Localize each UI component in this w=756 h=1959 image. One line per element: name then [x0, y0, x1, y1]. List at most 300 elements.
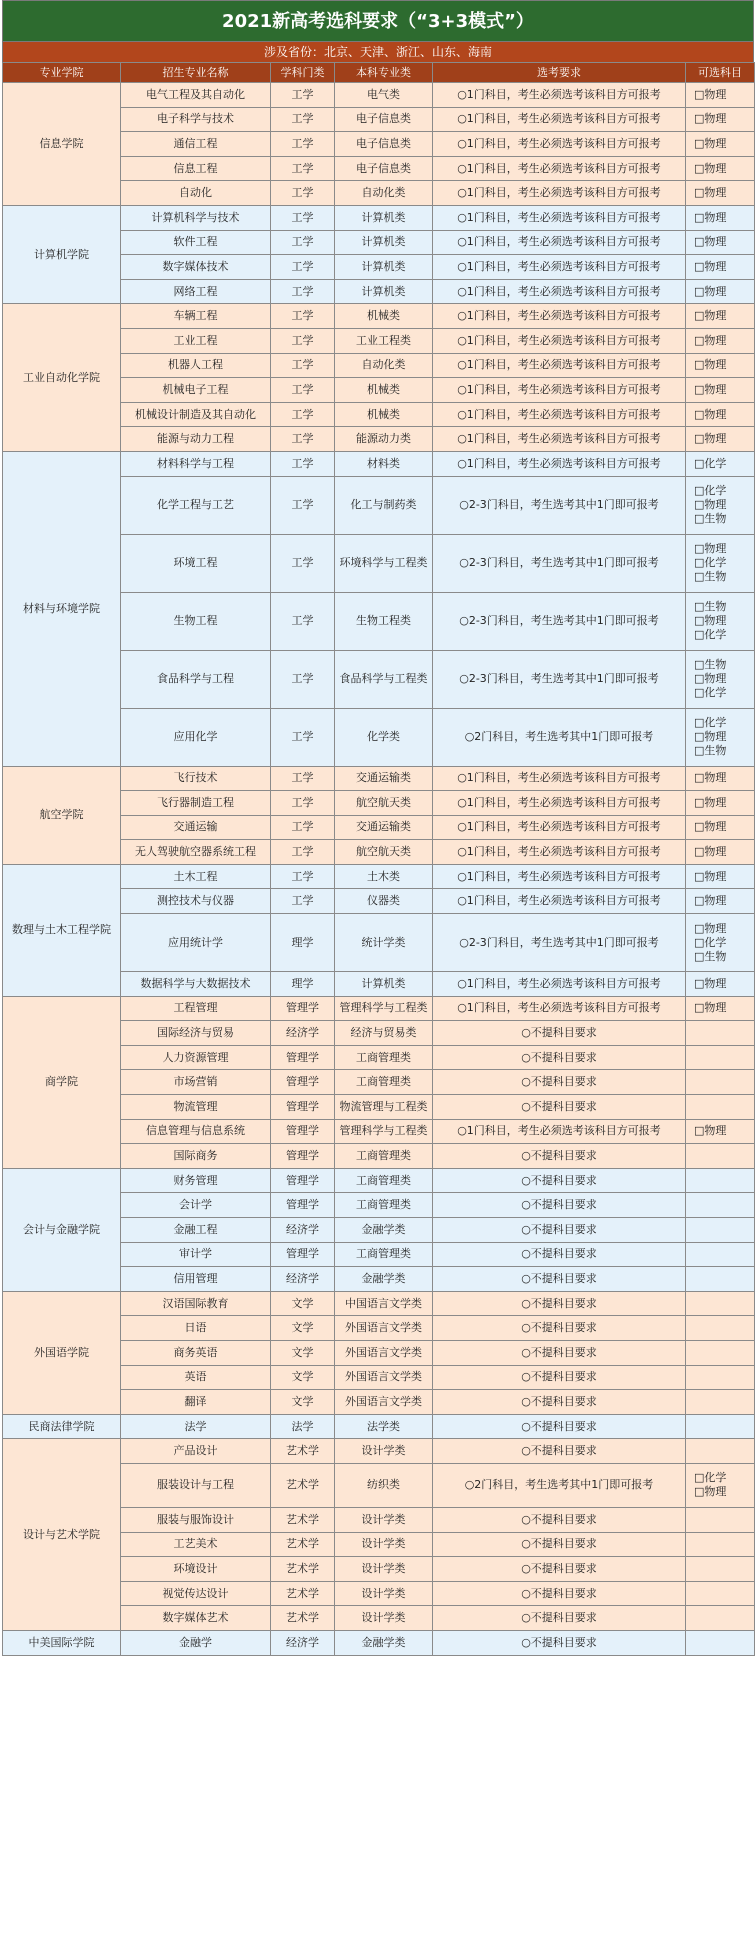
- header-subjects: 可选科目: [686, 63, 755, 83]
- table-row: [3, 766, 755, 791]
- subjects-cell: [686, 1390, 755, 1415]
- discipline-cell: 工学: [271, 156, 335, 181]
- subject-item: □物理: [694, 136, 727, 150]
- category-cell: 计算机类: [335, 255, 433, 280]
- category-cell: 化学类: [335, 708, 433, 766]
- category-cell: 交通运输类: [335, 766, 433, 791]
- discipline-cell: 工学: [271, 83, 335, 108]
- category-cell: 航空航天类: [335, 840, 433, 865]
- discipline-cell: 艺术学: [271, 1581, 335, 1606]
- requirement-cell: ○1门科目，考生必须选考该科目方可报考: [433, 255, 686, 280]
- subject-item: □物理: [694, 1485, 727, 1499]
- category-cell: 管理科学与工程类: [335, 1119, 433, 1144]
- requirement-cell: ○1门科目，考生必须选考该科目方可报考: [433, 840, 686, 865]
- major-cell: 物流管理: [121, 1095, 271, 1120]
- subject-item: □物理: [694, 498, 727, 511]
- requirement-cell: ○不提科目要求: [433, 1267, 686, 1292]
- category-cell: 电气类: [335, 83, 433, 108]
- discipline-cell: 工学: [271, 328, 335, 353]
- subjects-cell: [686, 476, 755, 534]
- requirement-cell: ○不提科目要求: [433, 1414, 686, 1439]
- discipline-cell: 管理学: [271, 1119, 335, 1144]
- major-cell: 电气工程及其自动化: [121, 83, 271, 108]
- major-cell: 金融工程: [121, 1218, 271, 1243]
- discipline-cell: 管理学: [271, 1193, 335, 1218]
- discipline-cell: 文学: [271, 1340, 335, 1365]
- subjects-cell: [686, 107, 755, 132]
- discipline-cell: 管理学: [271, 1095, 335, 1120]
- major-cell: 飞行技术: [121, 766, 271, 791]
- subjects-cell: [686, 1218, 755, 1243]
- requirement-cell: ○不提科目要求: [433, 1144, 686, 1169]
- discipline-cell: 艺术学: [271, 1507, 335, 1532]
- subject-item: □物理: [694, 771, 727, 785]
- subjects-cell: [686, 132, 755, 157]
- major-cell: 测控技术与仪器: [121, 889, 271, 914]
- subject-item: □生物: [694, 949, 727, 963]
- subject-item: □物理: [694, 614, 727, 627]
- subject-item: □化学: [694, 484, 727, 497]
- requirement-cell: ○1门科目，考生必须选考该科目方可报考: [433, 353, 686, 378]
- category-cell: 食品科学与工程类: [335, 650, 433, 708]
- major-cell: 产品设计: [121, 1439, 271, 1464]
- subjects-cell: [686, 914, 755, 972]
- subjects-cell: [686, 1340, 755, 1365]
- category-cell: 经济与贸易类: [335, 1021, 433, 1046]
- major-cell: 环境设计: [121, 1557, 271, 1582]
- discipline-cell: 工学: [271, 534, 335, 592]
- subjects-cell: [686, 1168, 755, 1193]
- category-cell: 设计学类: [335, 1557, 433, 1582]
- requirement-cell: ○不提科目要求: [433, 1242, 686, 1267]
- table-row: [3, 996, 755, 1021]
- requirement-cell: ○2-3门科目，考生选考其中1门即可报考: [433, 914, 686, 972]
- discipline-cell: 工学: [271, 132, 335, 157]
- subjects-cell: [686, 255, 755, 280]
- table-row: [3, 1414, 755, 1439]
- subject-item: □物理: [694, 407, 727, 421]
- major-cell: 商务英语: [121, 1340, 271, 1365]
- major-cell: 电子科学与技术: [121, 107, 271, 132]
- requirement-cell: ○2门科目，考生选考其中1门即可报考: [433, 708, 686, 766]
- subject-item: □物理: [694, 87, 727, 101]
- major-cell: 材料科学与工程: [121, 451, 271, 476]
- discipline-cell: 工学: [271, 889, 335, 914]
- discipline-cell: 理学: [271, 972, 335, 997]
- requirement-cell: ○不提科目要求: [433, 1630, 686, 1655]
- major-cell: 市场营销: [121, 1070, 271, 1095]
- category-cell: 土木类: [335, 864, 433, 889]
- subjects-cell: [686, 1532, 755, 1557]
- category-cell: 环境科学与工程类: [335, 534, 433, 592]
- header-college: 专业学院: [3, 63, 121, 83]
- category-cell: 能源动力类: [335, 427, 433, 452]
- college-cell: 设计与艺术学院: [3, 1439, 121, 1631]
- subject-item: □物理: [694, 284, 727, 298]
- major-cell: 人力资源管理: [121, 1045, 271, 1070]
- subjects-cell: [686, 972, 755, 997]
- category-cell: 航空航天类: [335, 791, 433, 816]
- subjects-cell: [686, 708, 755, 766]
- major-cell: 汉语国际教育: [121, 1291, 271, 1316]
- category-cell: 工商管理类: [335, 1045, 433, 1070]
- subject-item: □化学: [694, 1471, 727, 1485]
- requirement-cell: ○1门科目，考生必须选考该科目方可报考: [433, 107, 686, 132]
- subjects-cell: [686, 230, 755, 255]
- category-cell: 金融学类: [335, 1630, 433, 1655]
- page-title: 2021新高考选科要求（“3+3模式”）: [2, 0, 754, 42]
- subjects-cell: [686, 205, 755, 230]
- category-cell: 电子信息类: [335, 156, 433, 181]
- subject-item: □物理: [694, 161, 727, 175]
- requirement-cell: ○不提科目要求: [433, 1606, 686, 1631]
- major-cell: 日语: [121, 1316, 271, 1341]
- college-cell: 会计与金融学院: [3, 1168, 121, 1291]
- subject-item: □物理: [694, 112, 727, 126]
- major-cell: 无人驾驶航空器系统工程: [121, 840, 271, 865]
- major-cell: 国际经济与贸易: [121, 1021, 271, 1046]
- discipline-cell: 文学: [271, 1316, 335, 1341]
- major-cell: 机械设计制造及其自动化: [121, 402, 271, 427]
- requirement-cell: ○不提科目要求: [433, 1365, 686, 1390]
- category-cell: 工商管理类: [335, 1168, 433, 1193]
- category-cell: 交通运输类: [335, 815, 433, 840]
- discipline-cell: 工学: [271, 451, 335, 476]
- table-header-row: [3, 63, 755, 83]
- discipline-cell: 工学: [271, 205, 335, 230]
- subjects-cell: [686, 840, 755, 865]
- header-major: 招生专业名称: [121, 63, 271, 83]
- subject-item: □化学: [694, 456, 727, 470]
- table-row: [3, 1168, 755, 1193]
- college-cell: 计算机学院: [3, 205, 121, 303]
- category-cell: 计算机类: [335, 279, 433, 304]
- discipline-cell: 工学: [271, 107, 335, 132]
- subject-item: □生物: [694, 512, 727, 525]
- discipline-cell: 文学: [271, 1291, 335, 1316]
- discipline-cell: 管理学: [271, 996, 335, 1021]
- requirement-cell: ○1门科目，考生必须选考该科目方可报考: [433, 304, 686, 329]
- category-cell: 设计学类: [335, 1439, 433, 1464]
- major-cell: 软件工程: [121, 230, 271, 255]
- subjects-cell: [686, 1630, 755, 1655]
- category-cell: 电子信息类: [335, 107, 433, 132]
- subject-item: □生物: [694, 570, 727, 583]
- subject-item: □物理: [694, 976, 727, 990]
- subject-item: □物理: [694, 672, 727, 685]
- discipline-cell: 工学: [271, 402, 335, 427]
- major-cell: 信息工程: [121, 156, 271, 181]
- requirement-cell: ○1门科目，考生必须选考该科目方可报考: [433, 402, 686, 427]
- category-cell: 材料类: [335, 451, 433, 476]
- major-cell: 应用化学: [121, 708, 271, 766]
- subject-item: □生物: [694, 744, 727, 757]
- category-cell: 电子信息类: [335, 132, 433, 157]
- requirement-cell: ○2-3门科目，考生选考其中1门即可报考: [433, 650, 686, 708]
- category-cell: 中国语言文学类: [335, 1291, 433, 1316]
- requirement-cell: ○不提科目要求: [433, 1439, 686, 1464]
- requirement-cell: ○不提科目要求: [433, 1291, 686, 1316]
- subject-item: □物理: [694, 820, 727, 834]
- major-cell: 自动化: [121, 181, 271, 206]
- requirement-cell: ○1门科目，考生必须选考该科目方可报考: [433, 156, 686, 181]
- provinces-banner: 涉及省份：北京、天津、浙江、山东、海南: [2, 42, 754, 62]
- major-cell: 信用管理: [121, 1267, 271, 1292]
- category-cell: 工商管理类: [335, 1193, 433, 1218]
- category-cell: 设计学类: [335, 1606, 433, 1631]
- category-cell: 外国语言文学类: [335, 1340, 433, 1365]
- requirement-cell: ○不提科目要求: [433, 1581, 686, 1606]
- category-cell: 自动化类: [335, 181, 433, 206]
- major-cell: 土木工程: [121, 864, 271, 889]
- major-cell: 视觉传达设计: [121, 1581, 271, 1606]
- discipline-cell: 经济学: [271, 1021, 335, 1046]
- subject-item: □物理: [694, 186, 727, 200]
- category-cell: 工业工程类: [335, 328, 433, 353]
- subject-item: □物理: [694, 869, 727, 883]
- subjects-cell: [686, 1581, 755, 1606]
- requirement-cell: ○2-3门科目，考生选考其中1门即可报考: [433, 592, 686, 650]
- subjects-cell: [686, 304, 755, 329]
- college-cell: 航空学院: [3, 766, 121, 864]
- college-cell: 民商法律学院: [3, 1414, 121, 1439]
- subject-item: □物理: [694, 894, 727, 908]
- requirement-cell: ○1门科目，考生必须选考该科目方可报考: [433, 972, 686, 997]
- subject-item: □物理: [694, 542, 727, 555]
- discipline-cell: 工学: [271, 766, 335, 791]
- category-cell: 设计学类: [335, 1581, 433, 1606]
- requirement-cell: ○1门科目，考生必须选考该科目方可报考: [433, 328, 686, 353]
- subjects-cell: [686, 815, 755, 840]
- major-cell: 化学工程与工艺: [121, 476, 271, 534]
- discipline-cell: 法学: [271, 1414, 335, 1439]
- category-cell: 外国语言文学类: [335, 1390, 433, 1415]
- category-cell: 金融学类: [335, 1267, 433, 1292]
- major-cell: 财务管理: [121, 1168, 271, 1193]
- subjects-cell: [686, 1193, 755, 1218]
- discipline-cell: 艺术学: [271, 1557, 335, 1582]
- requirement-cell: ○不提科目要求: [433, 1070, 686, 1095]
- subjects-cell: [686, 451, 755, 476]
- major-cell: 国际商务: [121, 1144, 271, 1169]
- college-cell: 材料与环境学院: [3, 451, 121, 766]
- category-cell: 管理科学与工程类: [335, 996, 433, 1021]
- discipline-cell: 经济学: [271, 1630, 335, 1655]
- subjects-cell: [686, 592, 755, 650]
- category-cell: 金融学类: [335, 1218, 433, 1243]
- college-cell: 工业自动化学院: [3, 304, 121, 452]
- discipline-cell: 工学: [271, 791, 335, 816]
- discipline-cell: 工学: [271, 815, 335, 840]
- discipline-cell: 经济学: [271, 1218, 335, 1243]
- discipline-cell: 工学: [271, 181, 335, 206]
- subjects-cell: [686, 1507, 755, 1532]
- major-cell: 数据科学与大数据技术: [121, 972, 271, 997]
- discipline-cell: 工学: [271, 476, 335, 534]
- discipline-cell: 工学: [271, 279, 335, 304]
- subjects-cell: [686, 402, 755, 427]
- discipline-cell: 管理学: [271, 1045, 335, 1070]
- discipline-cell: 管理学: [271, 1168, 335, 1193]
- subjects-cell: [686, 427, 755, 452]
- subject-item: □化学: [694, 628, 727, 641]
- discipline-cell: 艺术学: [271, 1606, 335, 1631]
- table-row: [3, 83, 755, 108]
- major-cell: 金融学: [121, 1630, 271, 1655]
- subjects-cell: [686, 328, 755, 353]
- requirement-cell: ○1门科目，考生必须选考该科目方可报考: [433, 427, 686, 452]
- major-cell: 工艺美术: [121, 1532, 271, 1557]
- requirements-table: [2, 62, 755, 1656]
- requirement-cell: ○不提科目要求: [433, 1095, 686, 1120]
- category-cell: 计算机类: [335, 230, 433, 255]
- major-cell: 交通运输: [121, 815, 271, 840]
- discipline-cell: 工学: [271, 427, 335, 452]
- requirement-cell: ○1门科目，考生必须选考该科目方可报考: [433, 451, 686, 476]
- college-cell: 商学院: [3, 996, 121, 1168]
- discipline-cell: 艺术学: [271, 1463, 335, 1507]
- table-row: [3, 864, 755, 889]
- subject-item: □物理: [694, 730, 727, 743]
- requirement-cell: ○2-3门科目，考生选考其中1门即可报考: [433, 476, 686, 534]
- category-cell: 外国语言文学类: [335, 1316, 433, 1341]
- subject-item: □物理: [694, 333, 727, 347]
- table-row: [3, 1291, 755, 1316]
- requirement-cell: ○不提科目要求: [433, 1316, 686, 1341]
- requirement-cell: ○不提科目要求: [433, 1045, 686, 1070]
- discipline-cell: 管理学: [271, 1144, 335, 1169]
- discipline-cell: 工学: [271, 353, 335, 378]
- major-cell: 审计学: [121, 1242, 271, 1267]
- discipline-cell: 艺术学: [271, 1439, 335, 1464]
- category-cell: 工商管理类: [335, 1070, 433, 1095]
- requirement-cell: ○1门科目，考生必须选考该科目方可报考: [433, 1119, 686, 1144]
- subject-item: □物理: [694, 309, 727, 323]
- requirement-cell: ○不提科目要求: [433, 1218, 686, 1243]
- subject-item: □物理: [694, 921, 727, 935]
- subject-item: □物理: [694, 382, 727, 396]
- subjects-cell: [686, 534, 755, 592]
- header-requirement: 选考要求: [433, 63, 686, 83]
- discipline-cell: 文学: [271, 1390, 335, 1415]
- subjects-cell: [686, 996, 755, 1021]
- subjects-cell: [686, 83, 755, 108]
- table-row: [3, 1439, 755, 1464]
- subjects-cell: [686, 1045, 755, 1070]
- discipline-cell: 管理学: [271, 1242, 335, 1267]
- discipline-cell: 工学: [271, 230, 335, 255]
- major-cell: 工业工程: [121, 328, 271, 353]
- major-cell: 环境工程: [121, 534, 271, 592]
- major-cell: 通信工程: [121, 132, 271, 157]
- discipline-cell: 经济学: [271, 1267, 335, 1292]
- major-cell: 服装设计与工程: [121, 1463, 271, 1507]
- requirement-cell: ○不提科目要求: [433, 1532, 686, 1557]
- category-cell: 外国语言文学类: [335, 1365, 433, 1390]
- category-cell: 物流管理与工程类: [335, 1095, 433, 1120]
- subjects-cell: [686, 1267, 755, 1292]
- subject-item: □物理: [694, 358, 727, 372]
- category-cell: 法学类: [335, 1414, 433, 1439]
- page: [2, 0, 754, 1656]
- discipline-cell: 工学: [271, 304, 335, 329]
- subject-item: □化学: [694, 935, 727, 949]
- subjects-cell: [686, 1316, 755, 1341]
- table-row: [3, 205, 755, 230]
- requirement-cell: ○1门科目，考生必须选考该科目方可报考: [433, 279, 686, 304]
- requirement-cell: ○1门科目，考生必须选考该科目方可报考: [433, 864, 686, 889]
- header-category: 本科专业类: [335, 63, 433, 83]
- subject-item: □物理: [694, 432, 727, 446]
- subjects-cell: [686, 889, 755, 914]
- major-cell: 食品科学与工程: [121, 650, 271, 708]
- requirement-cell: ○不提科目要求: [433, 1340, 686, 1365]
- subject-item: □生物: [694, 600, 727, 613]
- subjects-cell: [686, 1557, 755, 1582]
- requirement-cell: ○1门科目，考生必须选考该科目方可报考: [433, 791, 686, 816]
- requirement-cell: ○2门科目，考生选考其中1门即可报考: [433, 1463, 686, 1507]
- discipline-cell: 理学: [271, 914, 335, 972]
- table-row: [3, 304, 755, 329]
- subject-item: □物理: [694, 210, 727, 224]
- subject-item: □化学: [694, 556, 727, 569]
- requirement-cell: ○1门科目，考生必须选考该科目方可报考: [433, 996, 686, 1021]
- subjects-cell: [686, 1463, 755, 1507]
- category-cell: 工商管理类: [335, 1242, 433, 1267]
- requirement-cell: ○不提科目要求: [433, 1021, 686, 1046]
- subjects-cell: [686, 1242, 755, 1267]
- requirement-cell: ○1门科目，考生必须选考该科目方可报考: [433, 181, 686, 206]
- subjects-cell: [686, 1095, 755, 1120]
- discipline-cell: 艺术学: [271, 1532, 335, 1557]
- table-row: [3, 451, 755, 476]
- requirement-cell: ○1门科目，考生必须选考该科目方可报考: [433, 889, 686, 914]
- requirement-cell: ○1门科目，考生必须选考该科目方可报考: [433, 132, 686, 157]
- category-cell: 生物工程类: [335, 592, 433, 650]
- major-cell: 服装与服饰设计: [121, 1507, 271, 1532]
- table-row: [3, 1630, 755, 1655]
- requirement-cell: ○1门科目，考生必须选考该科目方可报考: [433, 83, 686, 108]
- subjects-cell: [686, 1119, 755, 1144]
- discipline-cell: 管理学: [271, 1070, 335, 1095]
- discipline-cell: 工学: [271, 864, 335, 889]
- category-cell: 机械类: [335, 402, 433, 427]
- major-cell: 车辆工程: [121, 304, 271, 329]
- subject-item: □物理: [694, 1124, 727, 1138]
- category-cell: 自动化类: [335, 353, 433, 378]
- category-cell: 计算机类: [335, 972, 433, 997]
- major-cell: 翻译: [121, 1390, 271, 1415]
- category-cell: 仪器类: [335, 889, 433, 914]
- category-cell: 设计学类: [335, 1532, 433, 1557]
- category-cell: 化工与制药类: [335, 476, 433, 534]
- category-cell: 统计学类: [335, 914, 433, 972]
- subject-item: □物理: [694, 259, 727, 273]
- discipline-cell: 文学: [271, 1365, 335, 1390]
- requirement-cell: ○不提科目要求: [433, 1193, 686, 1218]
- major-cell: 英语: [121, 1365, 271, 1390]
- college-cell: 外国语学院: [3, 1291, 121, 1414]
- subjects-cell: [686, 1414, 755, 1439]
- major-cell: 生物工程: [121, 592, 271, 650]
- category-cell: 机械类: [335, 304, 433, 329]
- category-cell: 设计学类: [335, 1507, 433, 1532]
- subjects-cell: [686, 353, 755, 378]
- major-cell: 法学: [121, 1414, 271, 1439]
- subject-item: □物理: [694, 845, 727, 859]
- discipline-cell: 工学: [271, 378, 335, 403]
- major-cell: 数字媒体技术: [121, 255, 271, 280]
